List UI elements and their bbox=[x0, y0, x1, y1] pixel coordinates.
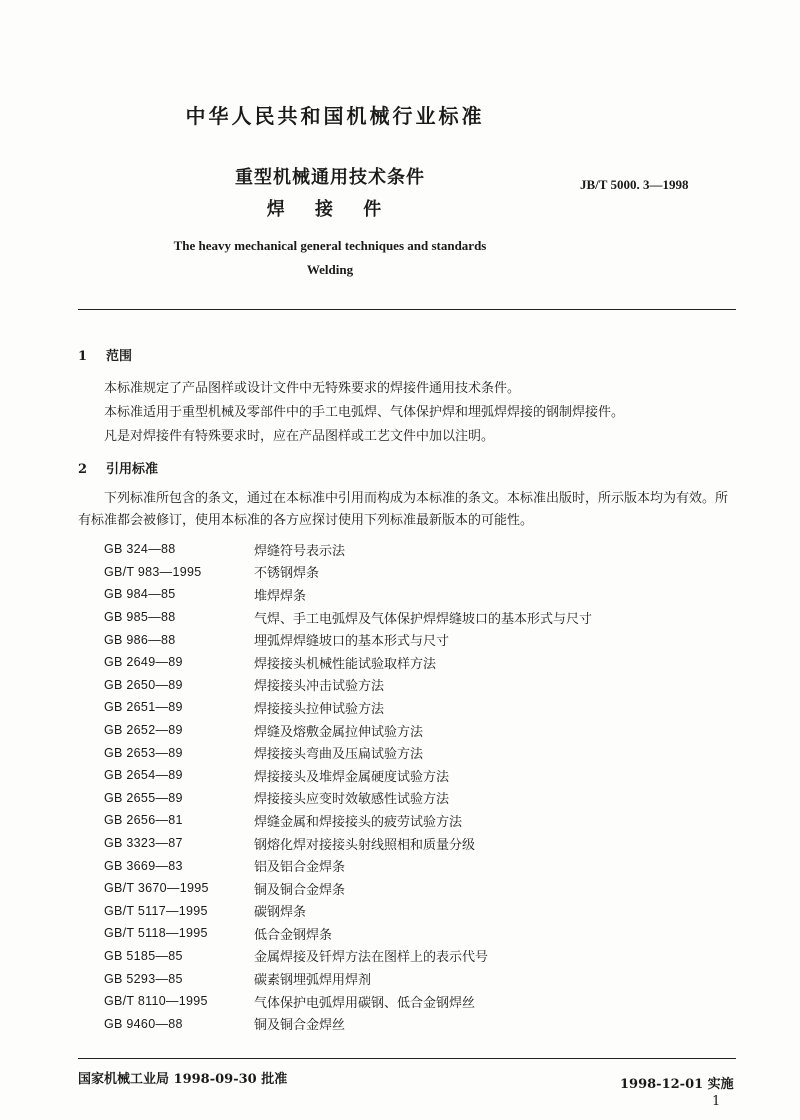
reference-title: 铜及铜合金焊丝 bbox=[254, 1018, 346, 1034]
reference-title: 焊接接头冲击试验方法 bbox=[254, 679, 385, 695]
reference-row bbox=[104, 990, 704, 1013]
document-title: 重型机械通用技术条件 bbox=[235, 167, 425, 188]
reference-code: GB 2649—89 bbox=[104, 655, 183, 670]
reference-title: 铝及铝合金焊条 bbox=[254, 860, 346, 876]
section-2-intro: 下列标准所包含的条文，通过在本标准中引用而构成为本标准的条文。本标准出版时，所示版本均为有效。所有标准都会被修订，使用本标准的各方应探讨使用下列标准最新版本的可能性。 bbox=[78, 491, 729, 528]
reference-code: GB 2653—89 bbox=[104, 745, 183, 760]
reference-title: 碳素钢埋弧焊用焊剂 bbox=[254, 973, 372, 989]
document-subtitle: 焊 接 件 bbox=[266, 199, 394, 220]
approval-line: 国家机械工业局 1998-09-30 批准 bbox=[78, 1072, 288, 1087]
reference-title: 不锈钢焊条 bbox=[254, 566, 320, 582]
reference-title: 焊缝及熔敷金属拉伸试验方法 bbox=[254, 724, 424, 740]
reference-title: 焊缝符号表示法 bbox=[254, 543, 346, 559]
reference-title: 金属焊接及钎焊方法在图样上的表示代号 bbox=[254, 950, 489, 966]
footer-divider bbox=[78, 1058, 736, 1059]
reference-row bbox=[104, 787, 704, 810]
reference-code: GB 9460—88 bbox=[104, 1016, 183, 1031]
implementation-date: 1998-12-01 实施 bbox=[620, 1077, 734, 1092]
standard-number: JB/T 5000. 3—1998 bbox=[580, 177, 689, 192]
reference-code: GB 2655—89 bbox=[104, 790, 183, 805]
reference-title: 焊缝金属和焊接接头的疲劳试验方法 bbox=[254, 814, 463, 830]
section-1-heading bbox=[78, 345, 132, 364]
reference-row bbox=[104, 764, 704, 787]
reference-title: 埋弧焊焊缝坡口的基本形式与尺寸 bbox=[254, 634, 450, 650]
reference-code: GB/T 983—1995 bbox=[104, 564, 202, 579]
reference-list bbox=[104, 538, 704, 1035]
section-1-title: 范围 bbox=[106, 349, 133, 364]
reference-row bbox=[104, 583, 704, 606]
section-1-paragraph: 本标准规定了产品图样或设计文件中无特殊要求的焊接件通用技术条件。 bbox=[104, 381, 521, 396]
reference-code: GB 986—88 bbox=[104, 632, 176, 647]
reference-code: GB 2656—81 bbox=[104, 813, 183, 828]
reference-title: 焊接接头拉伸试验方法 bbox=[254, 701, 385, 717]
reference-row bbox=[104, 606, 704, 629]
reference-title: 气体保护电弧焊用碳钢、低合金钢焊丝 bbox=[254, 995, 476, 1011]
org-title: 中华人民共和国机械行业标准 bbox=[185, 104, 485, 128]
reference-title: 铜及铜合金焊条 bbox=[254, 882, 346, 898]
reference-code: GB 324—88 bbox=[104, 542, 176, 557]
reference-title: 堆焊焊条 bbox=[254, 588, 307, 604]
section-1-paragraph: 本标准适用于重型机械及零部件中的手工电弧焊、气体保护焊和埋弧焊焊接的钢制焊接件。 bbox=[104, 405, 625, 420]
header-divider bbox=[78, 309, 736, 310]
page-number: 1 bbox=[712, 1094, 721, 1109]
reference-code: GB/T 5118—1995 bbox=[104, 926, 208, 941]
reference-row bbox=[104, 900, 704, 923]
section-2-title: 引用标准 bbox=[106, 462, 159, 477]
reference-code: GB 2652—89 bbox=[104, 723, 183, 738]
reference-code: GB 3323—87 bbox=[104, 836, 183, 851]
reference-title: 低合金钢焊条 bbox=[254, 927, 333, 943]
section-2-heading bbox=[78, 458, 158, 477]
reference-row bbox=[104, 967, 704, 990]
reference-code: GB 2650—89 bbox=[104, 677, 183, 692]
reference-title: 焊接接头应变时效敏感性试验方法 bbox=[254, 792, 450, 808]
section-1-number: 1 bbox=[78, 349, 88, 364]
reference-title: 钢熔化焊对接接头射线照相和质量分级 bbox=[254, 837, 476, 853]
reference-row bbox=[104, 651, 704, 674]
reference-code: GB 3669—83 bbox=[104, 858, 183, 873]
section-1-paragraph: 凡是对焊接件有特殊要求时，应在产品图样或工艺文件中加以注明。 bbox=[104, 429, 495, 444]
reference-row bbox=[104, 741, 704, 764]
section-2-number: 2 bbox=[78, 462, 88, 477]
reference-row bbox=[104, 945, 704, 968]
reference-row bbox=[104, 674, 704, 697]
reference-code: GB 985—88 bbox=[104, 610, 176, 625]
reference-title: 焊接接头弯曲及压扁试验方法 bbox=[254, 747, 424, 763]
reference-title: 焊接接头机械性能试验取样方法 bbox=[254, 656, 437, 672]
english-subtitle: Welding bbox=[306, 262, 354, 277]
reference-row bbox=[104, 832, 704, 855]
reference-row bbox=[104, 696, 704, 719]
reference-row bbox=[104, 628, 704, 651]
reference-row bbox=[104, 1012, 704, 1035]
reference-row bbox=[104, 809, 704, 832]
reference-code: GB 2654—89 bbox=[104, 768, 183, 783]
reference-row bbox=[104, 854, 704, 877]
reference-code: GB/T 3670—1995 bbox=[104, 881, 209, 896]
reference-row bbox=[104, 561, 704, 584]
reference-title: 碳钢焊条 bbox=[254, 905, 307, 921]
reference-row bbox=[104, 877, 704, 900]
reference-title: 焊接接头及堆焊金属硬度试验方法 bbox=[254, 769, 450, 785]
reference-code: GB 5293—85 bbox=[104, 971, 183, 986]
reference-title: 气焊、手工电弧焊及气体保护焊焊缝坡口的基本形式与尺寸 bbox=[254, 611, 593, 627]
reference-code: GB 5185—85 bbox=[104, 948, 183, 963]
english-title: The heavy mechanical general techniques and standards bbox=[173, 238, 487, 253]
reference-code: GB 2651—89 bbox=[104, 700, 183, 715]
reference-row bbox=[104, 538, 704, 561]
reference-row bbox=[104, 922, 704, 945]
reference-code: GB/T 8110—1995 bbox=[104, 994, 208, 1009]
reference-code: GB/T 5117—1995 bbox=[104, 903, 208, 918]
reference-row bbox=[104, 719, 704, 742]
reference-code: GB 984—85 bbox=[104, 587, 176, 602]
